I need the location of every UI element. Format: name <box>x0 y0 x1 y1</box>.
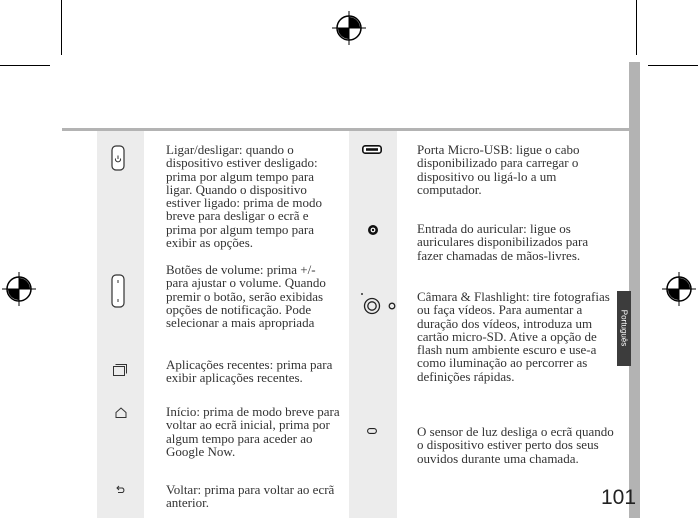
page-number: 101 <box>601 486 637 509</box>
camera-flash-icon <box>363 296 399 316</box>
volume-button-icon <box>111 274 125 308</box>
back-icon <box>116 485 126 493</box>
headphone-jack-description: Entrada do auricular: ligue os auriculares disponibilizados para fazer chamadas de mãos-livres. <box>417 221 589 263</box>
registration-mark-right-icon <box>662 272 696 306</box>
crop-mark-top-left-horizontal <box>0 65 50 66</box>
headphone-jack-icon <box>367 224 379 236</box>
crop-mark-top-right-horizontal <box>648 65 698 66</box>
home-icon <box>115 407 127 418</box>
power-button-description: Ligar/desligar: quando o dispositivo estiver desligado: prima por algum tempo para ligar. Quando o dispositivo estiver ligado: prima de modo breve para desligar o ecrã e prima por algum tempo para exibir as opções. <box>166 142 322 251</box>
light-sensor-icon <box>367 428 377 434</box>
crop-mark-top-right-vertical <box>636 0 637 55</box>
language-tab <box>617 291 631 366</box>
recent-apps-icon <box>113 364 127 376</box>
back-description: Voltar: prima para voltar ao ecrã anterior. <box>166 482 335 511</box>
power-button-icon <box>111 145 125 171</box>
right-icon-column <box>349 131 397 518</box>
recent-apps-description: Aplicações recentes: prima para exibir aplicações recentes. <box>166 357 333 386</box>
registration-mark-left-icon <box>2 272 36 306</box>
micro-usb-port-icon <box>362 145 382 154</box>
left-icon-column <box>97 131 144 518</box>
crop-mark-top-left-vertical <box>61 0 62 55</box>
light-sensor-description: O sensor de luz desliga o ecrã quando o dispositivo estiver perto dos seus ouvidos durante uma chamada. <box>417 424 614 466</box>
home-description: Início: prima de modo breve para voltar ao ecrã inicial, prima por algum tempo para aceder ao Google Now. <box>166 404 340 459</box>
volume-button-description: Botões de volume: prima +/- para ajustar o volume. Quando premir o botão, serão exibidas opções de notificação. Pode selecionar a mais apropriada <box>166 262 326 331</box>
micro-usb-description: Porta Micro-USB: ligue o cabo disponibilizado para carregar o dispositivo ou ligá-lo a um computador. <box>417 142 580 197</box>
camera-flash-description: Câmara & Flashlight: tire fotografias ou faça vídeos. Para aumentar a duração dos vídeos, introduza um cartão micro-SD. Ative a opção de flash num ambiente escuro e use-a como iluminação ao percorrer as definições rápidas. <box>417 289 610 384</box>
registration-mark-top-icon <box>332 11 366 45</box>
camera-marker-dot <box>361 293 363 295</box>
language-tab-label: Português <box>619 309 629 347</box>
